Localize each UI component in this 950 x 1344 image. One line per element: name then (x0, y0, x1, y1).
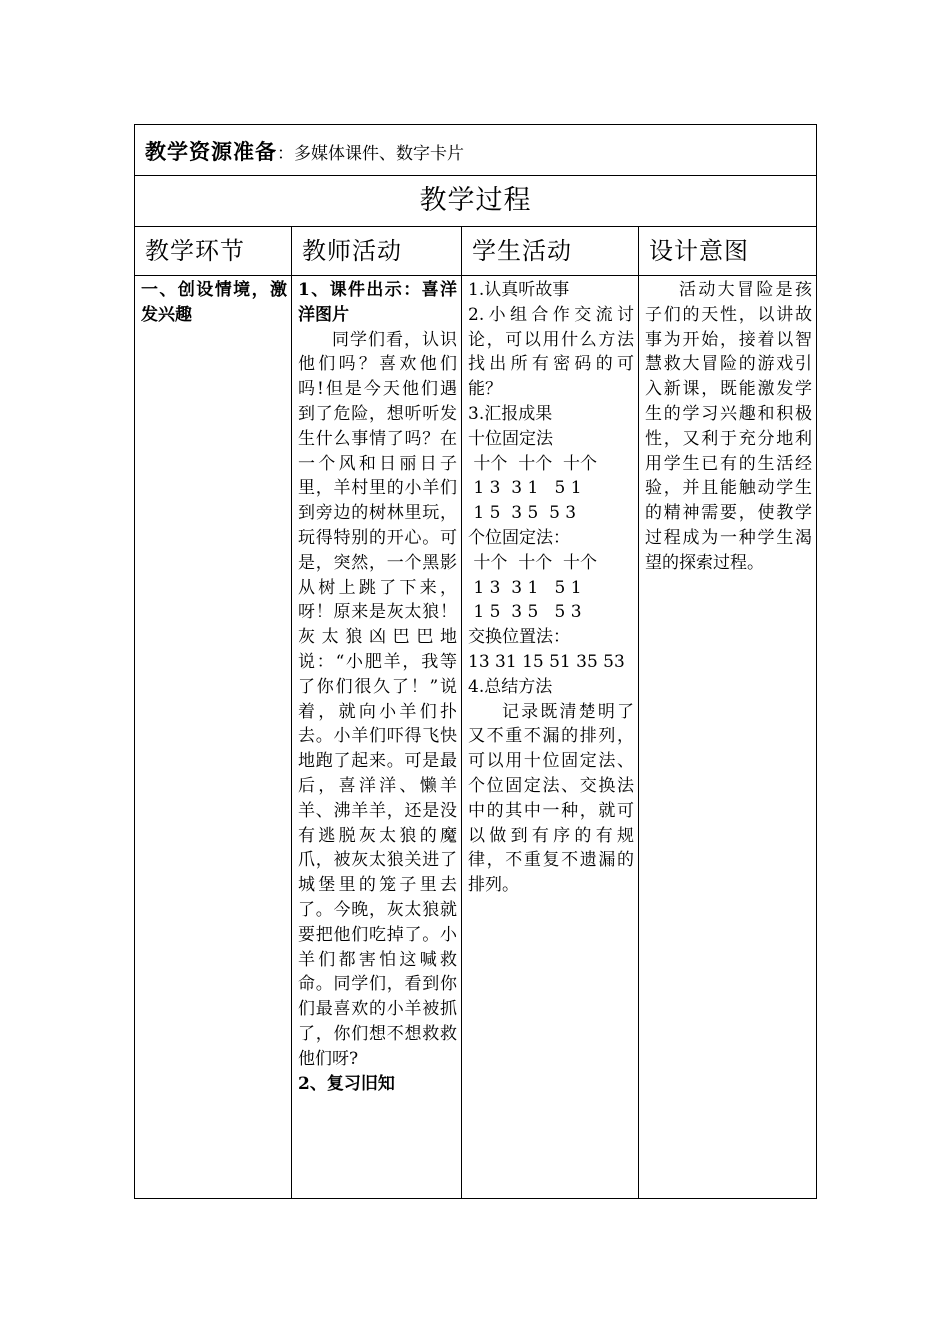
method-2-line-1: 1 3 3 1 5 1 (468, 577, 582, 598)
method-1-header: 十个 十个 十个 (468, 453, 598, 474)
student-activity-cell (462, 276, 639, 1199)
content-row (135, 276, 817, 1199)
student-step-3: 3.汇报成果 (468, 403, 553, 424)
header-teacher: 教师活动 (302, 237, 402, 265)
teacher-heading-1: 1、课件出示：喜洋洋图片 (298, 280, 457, 325)
teacher-heading-2: 2、复习旧知 (298, 1073, 395, 1094)
method-1-line-1: 1 3 3 1 5 1 (468, 478, 582, 499)
header-intent: 设计意图 (649, 237, 749, 265)
lesson-plan-table (134, 124, 817, 1199)
method-3-title: 交换位置法： (468, 627, 570, 648)
stage-text: 一、创设情境，激发兴趣 (141, 280, 287, 325)
resources-colon: ： (277, 144, 294, 164)
header-row (135, 227, 817, 276)
header-intent-cell (639, 227, 817, 276)
method-2-title: 个位固定法： (468, 527, 570, 548)
resources-label: 教学资源准备 (145, 139, 277, 164)
resources-cell (135, 125, 817, 176)
design-intent-cell (639, 276, 817, 1199)
process-title-cell (135, 176, 817, 227)
teacher-activity-cell (292, 276, 462, 1199)
method-1-line-2: 1 5 3 5 5 3 (468, 503, 577, 524)
process-title-row (135, 176, 817, 227)
student-step-4: 4.总结方法 (468, 676, 553, 697)
teacher-story-text: 同学们看，认识他们吗？喜欢他们吗!但是今天他们遇到了危险，想听听发生什么事情了吗？在一个风和日丽日子里，羊村里的小羊们到旁边的树林里玩，玩得特别的开心。可是，突然，一个黑影从树上跳了下来，呀！原来是灰太狼！灰太狼凶巴巴地说：“小肥羊，我等了你们很久了！”说着，就向小羊们扑去。小羊们吓得飞快地跑了起来。可是最后，喜洋洋、懒羊羊、沸羊羊，还是没有逃脱灰太狼的魔爪，被灰太狼关进了城堡里的笼子里去了。今晚，灰太狼就要把他们吃掉了。小羊们都害怕这喊救命。同学们，看到你们最喜欢的小羊被抓了，你们想不想救救他们呀? (298, 329, 457, 1069)
resources-row (135, 125, 817, 176)
header-student: 学生活动 (472, 237, 572, 265)
resources-value: 多媒体课件、数字卡片 (294, 144, 464, 164)
header-stage: 教学环节 (145, 237, 245, 265)
header-student-cell (462, 227, 639, 276)
design-intent-text: 活动大冒险是孩子们的天性，以讲故事为开始，接着以智慧救大冒险的游戏引入新课，既能激发学生的学习兴趣和积极性，又利于充分地利用学生已有的生活经验，并且能触动学生的精神需要，使教学过程成为一种学生渴望的探索过程。 (645, 280, 812, 573)
method-3-line: 13 31 15 51 35 53 (468, 651, 625, 672)
stage-cell (135, 276, 292, 1199)
method-1-title: 十位固定法 (468, 428, 553, 449)
student-step-1: 1.认真听故事 (468, 280, 570, 300)
method-2-line-2: 1 5 3 5 5 3 (468, 602, 582, 623)
student-summary: 记录既清楚明了又不重不漏的排列，可以用十位固定法、个位固定法、交换法中的其中一种，就可以做到有序的有规律，不重复不遗漏的排列。 (468, 701, 634, 896)
method-2-header: 十个 十个 十个 (468, 552, 598, 573)
process-title: 教学过程 (419, 185, 532, 216)
student-step-2: 2.小组合作交流讨论，可以用什么方法找出所有密码的可能？ (468, 304, 634, 400)
header-stage-cell (135, 227, 292, 276)
header-teacher-cell (292, 227, 462, 276)
